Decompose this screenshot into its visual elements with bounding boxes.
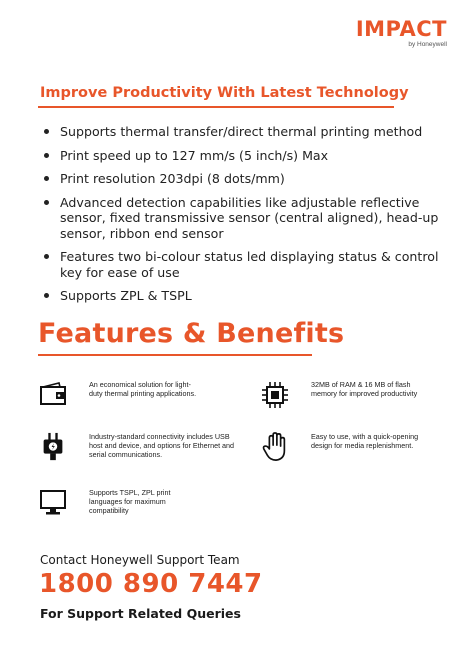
hand-icon xyxy=(260,432,290,462)
bullet-dot xyxy=(44,293,49,298)
feature-item xyxy=(38,432,238,472)
spec-item xyxy=(44,124,444,140)
bullet-dot xyxy=(44,254,49,259)
feature-text: Supports TSPL, ZPL print languages for maximum compatibility xyxy=(89,488,171,515)
feature-text: 32MB of RAM & 16 MB of flash memory for improved productivity xyxy=(311,380,418,398)
spec-item xyxy=(44,249,444,280)
contact-label: Contact Honeywell Support Team xyxy=(40,553,240,567)
spec-text: Print resolution 203dpi (8 dots/mm) xyxy=(60,171,285,186)
features-underline xyxy=(38,354,312,356)
monitor-icon xyxy=(38,488,68,518)
support-phone-number[interactable]: 1800 890 7447 xyxy=(39,569,263,599)
brand-name: IMPACT xyxy=(355,17,447,41)
spec-item xyxy=(44,195,444,242)
spec-item xyxy=(44,171,444,187)
spec-item xyxy=(44,288,444,304)
chip-icon xyxy=(260,380,290,410)
brand-tagline: by Honeywell xyxy=(408,41,447,48)
contact-subtitle: For Support Related Queries xyxy=(40,606,241,621)
spec-text: Supports ZPL & TSPL xyxy=(60,288,192,303)
section-title-features: Features & Benefits xyxy=(38,318,345,349)
brand-logo xyxy=(356,18,447,48)
feature-item xyxy=(38,380,238,420)
spec-text: Supports thermal transfer/direct thermal printing method xyxy=(60,124,423,139)
feature-item xyxy=(260,380,460,420)
feature-item xyxy=(260,432,460,472)
feature-text: Easy to use, with a quick-opening design for media replenishment. xyxy=(311,432,419,450)
usb-plug-icon xyxy=(38,432,68,462)
section-title-productivity: Improve Productivity With Latest Technology xyxy=(40,85,409,101)
bullet-dot xyxy=(44,200,49,205)
bullet-dot xyxy=(44,153,49,158)
spec-list xyxy=(44,124,444,312)
feature-text: An economical solution for light-duty thermal printing applications. xyxy=(89,380,197,398)
spec-item xyxy=(44,148,444,164)
feature-text: Industry-standard connectivity includes USB host and device, and options for Ethernet and serial communications. xyxy=(89,432,235,459)
spec-text: Print speed up to 127 mm/s (5 inch/s) Max xyxy=(60,147,329,163)
bullet-dot xyxy=(44,176,49,181)
title-underline xyxy=(38,106,394,108)
bullet-dot xyxy=(44,129,49,134)
wallet-icon xyxy=(38,380,68,410)
feature-item xyxy=(38,488,238,528)
spec-text: Advanced detection capabilities like adjustable reflective sensor, fixed transmissive sensor (central aligned), head-up sensor, ribbon end sensor xyxy=(60,194,439,241)
spec-text: Features two bi-colour status led displaying status & control key for ease of use xyxy=(60,249,439,280)
